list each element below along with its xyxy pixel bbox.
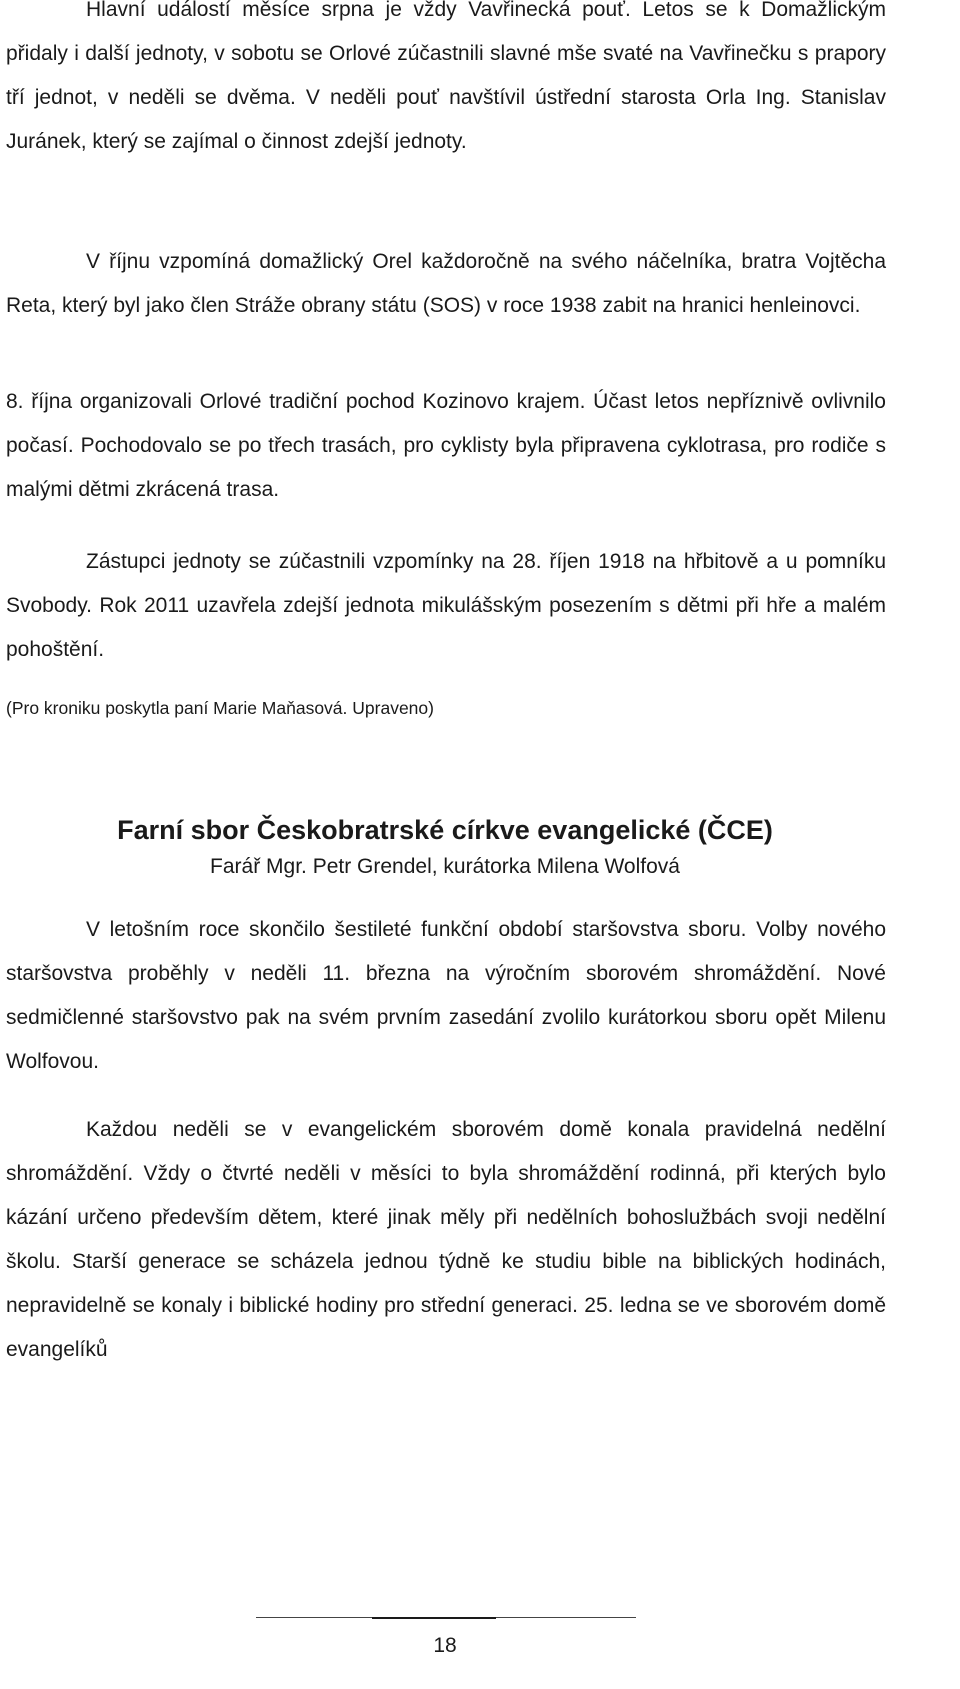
paragraph-nedelni-shromazdeni: Každou neděli se v evangelickém sborovém domě konala pravidelná nedělní shromáždění. Vždy o čtvrté neděli v měsíci to byla shromáždění rodinná, při kterých bylo kázání určeno především dětem, které jinak měly při nedělních bohoslužbách svoji nedělní školu. Starší generace se scházela jednou týdně ke studiu bible na biblických hodinách, nepravidelně se konaly i biblické hodiny pro střední generaci. 25. ledna se ve sborovém domě evangelíků — [6, 1118, 886, 1361]
paragraph-volby-starsovstva: V letošním roce skončilo šestileté funkční období staršovstva sboru. Volby nového staršovstva proběhly v neděli 11. března na výročním sborovém shromáždění. Nové sedmičlenné staršovstvo pak na svém prvním zasedání zvolilo kurátorkou sboru opět Milenu Wolfovou. — [6, 918, 886, 1073]
section-title: Farní sbor Českobratrské církve evangelické (ČCE) — [117, 815, 773, 845]
footer-divider-right — [496, 1617, 636, 1618]
paragraph-vzpominka-28-rijen: Zástupci jednoty se zúčastnili vzpomínky na 28. říjen 1918 na hřbitově a u pomníku Svobody. Rok 2011 uzavřela zdejší jednota mikulášským posezením s dětmi při hře a malém pohoštění. — [6, 550, 886, 661]
paragraph-vzpominka-ret: V říjnu vzpomíná domažlický Orel každoročně na svého náčelníka, bratra Vojtěcha Reta, který byl jako člen Stráže obrany státu (SOS) v roce 1938 zabit na hranici henleinovci. — [6, 250, 886, 317]
footer-divider-left — [256, 1617, 372, 1618]
source-note: (Pro kroniku poskytla paní Marie Maňasová. Upraveno) — [6, 698, 434, 718]
footer-divider-center — [372, 1617, 496, 1619]
paragraph-pochod-kozinovo: 8. října organizovali Orlové tradiční pochod Kozinovo krajem. Účast letos nepříznivě ovlivnilo počasí. Pochodovalo se po třech trasách, pro cyklisty byla připravena cyklotrasa, pro rodiče s malými dětmi zkrácená trasa. — [6, 390, 886, 501]
paragraph-vavrinecka-pout: Hlavní událostí měsíce srpna je vždy Vavřinecká pouť. Letos se k Domažlickým přidaly i další jednoty, v sobotu se Orlové zúčastnili slavné mše svaté na Vavřinečku s prapory tří jednot, v neděli se dvěma. V neděli pouť navštívil ústřední starosta Orla Ing. Stanislav Juránek, který se zajímal o činnost zdejší jednoty. — [6, 0, 886, 153]
section-subtitle: Farář Mgr. Petr Grendel, kurátorka Milena Wolfová — [210, 855, 680, 878]
page-number: 18 — [433, 1634, 457, 1657]
